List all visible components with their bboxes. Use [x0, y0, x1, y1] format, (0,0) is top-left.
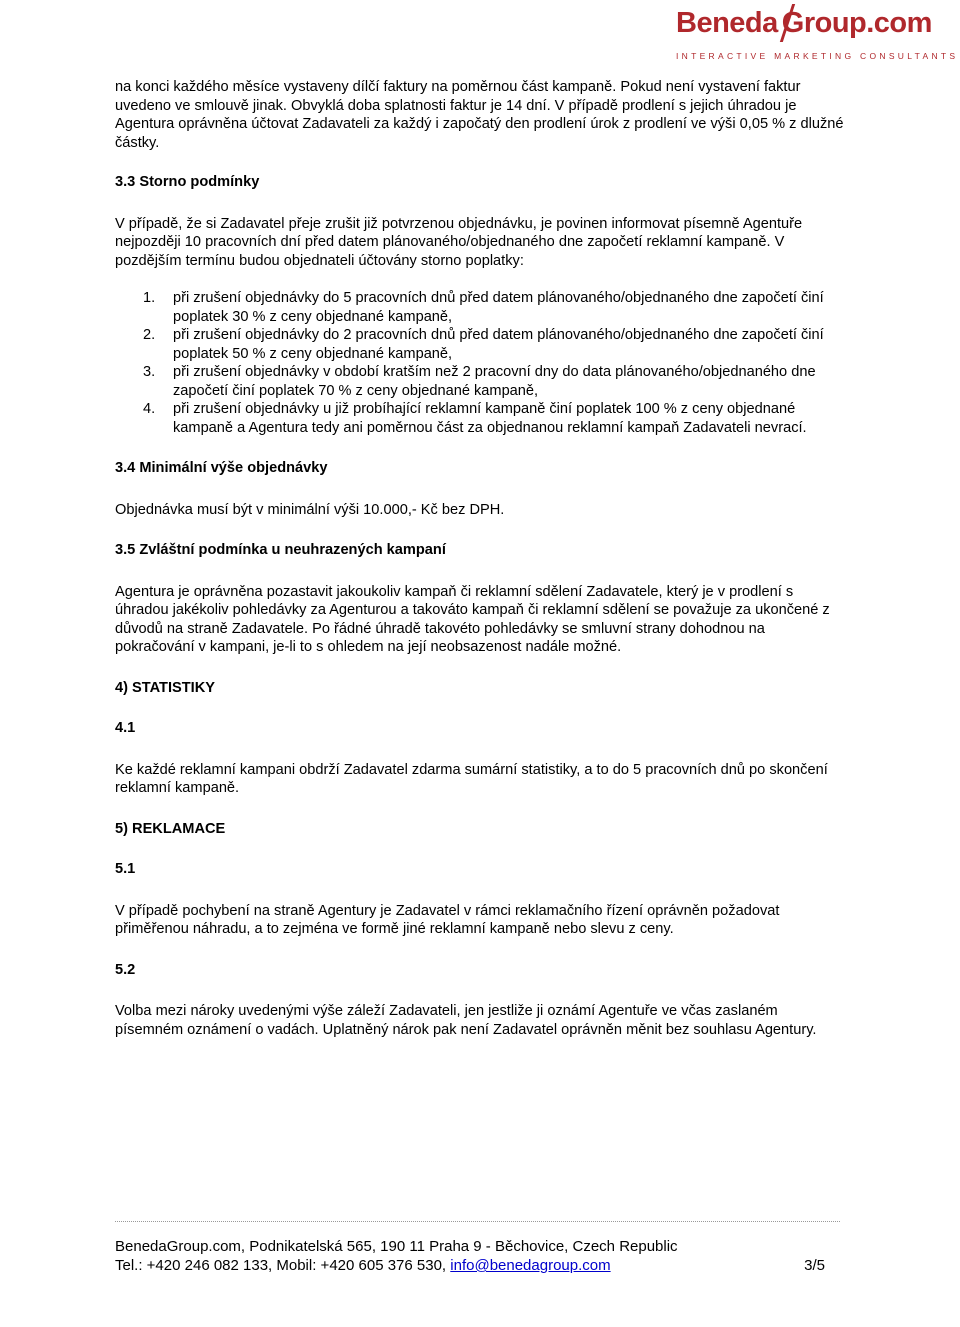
- min-order-paragraph: Objednávka musí být v minimální výši 10.000,- Kč bez DPH.: [115, 501, 505, 518]
- list-number: 1.: [143, 290, 156, 306]
- list-item: [115, 289, 845, 326]
- document-body: [115, 78, 845, 1039]
- footer-email-link[interactable]: info@benedagroup.com: [450, 1257, 611, 1274]
- company-logo: [676, 3, 959, 65]
- heading-reklamace: 5) REKLAMACE: [115, 820, 226, 837]
- footer-contact-row: [115, 1256, 825, 1275]
- complaint-paragraph-1: V případě pochybení na straně Agentury je Zadavatel v rámci reklamačního řízení oprávněn požadovat přiměřenou náhradu, a to zejména ve formě jiné reklamní kampaně nebo slevu z ceny.: [115, 902, 780, 937]
- heading-3-3: 3.3 Storno podmínky: [115, 174, 260, 190]
- statistics-paragraph: Ke každé reklamní kampani obdrží Zadavatel zdarma sumární statistiky, a to do 5 pracovních dnů po skončení reklamní kampaně.: [115, 761, 828, 796]
- heading-5-1: 5.1: [115, 861, 136, 877]
- unpaid-paragraph: Agentura je oprávněna pozastavit jakoukoliv kampaň či reklamní sdělení Zadavatele, který je v prodlení s úhradou jakékoliv pohledávky za Agenturou a takováto kampaň či reklamní sdělení se považuje za ukončené z důvodů na straně Zadavatele. Po řádné úhradě takovéto pohledávky se smluvní strany dohodnou na pokračování v kampani, je-li to s ohledem na její neobsazenost nadále možné.: [115, 583, 830, 655]
- page-number: 3/5: [804, 1257, 825, 1274]
- list-item: [115, 400, 845, 437]
- footer-address: BenedaGroup.com, Podnikatelská 565, 190 11 Praha 9 - Běchovice, Czech Republic: [115, 1238, 678, 1255]
- list-number: 2.: [143, 327, 156, 343]
- list-number: 3.: [143, 364, 156, 380]
- complaint-paragraph-2: Volba mezi nároky uvedenými výše záleží Zadavateli, jen jestliže ji oznámí Agentuře ve včas zaslaném písemném oznámení o vadách. Uplatněný nárok pak není Zadavatel oprávněn měnit bez souhlasu Agentury.: [115, 1003, 817, 1038]
- page-footer: [115, 1237, 825, 1275]
- logo-tagline: INTERACTIVE MARKETING CONSULTANTS: [676, 51, 959, 61]
- list-number: 4.: [143, 401, 156, 417]
- list-text: při zrušení objednávky do 2 pracovních dnů před datem plánovaného/objednaného dne započetí činí poplatek 50 % z ceny objednané kampaně,: [173, 327, 824, 362]
- heading-3-5: 3.5 Zvláštní podmínka u neuhrazených kampaní: [115, 542, 446, 558]
- logo-text-beneda: Beneda: [676, 7, 778, 39]
- list-item: [115, 363, 845, 400]
- logo-text-group: Group.com: [781, 7, 932, 39]
- heading-4-1: 4.1: [115, 720, 136, 736]
- list-text: při zrušení objednávky u již probíhající reklamní kampaně činí poplatek 100 % z ceny objednané kampaně a Agentura tedy ani poměrnou část za objednanou reklamní kampaň Zadavateli nevrací.: [173, 401, 807, 436]
- heading-statistiky: 4) STATISTIKY: [115, 679, 215, 696]
- storno-paragraph: V případě, že si Zadavatel přeje zrušit již potvrzenou objednávku, je povinen informovat písemně Agentuře nejpozději 10 pracovních dní před datem plánovaného/objednaného dne započetí reklamní kampaně. V pozdějším termínu budou objednateli účtovány storno poplatky:: [115, 215, 803, 269]
- intro-paragraph: na konci každého měsíce vystaveny dílčí faktury na poměrnou část kampaně. Pokud není vystavení faktur uvedeno ve smlouvě jinak. Obvyklá doba splatnosti faktur je 14 dní. V případě prodlení s jejich úhradou je Agentura oprávněna účtovat Zadavateli za každý i započatý den prodlení úrok z prodlení ve výši 0,05 % z dlužné částky.: [115, 79, 844, 151]
- storno-list: [115, 289, 845, 437]
- list-text: při zrušení objednávky do 5 pracovních dnů před datem plánovaného/objednaného dne započetí činí poplatek 30 % z ceny objednané kampaně,: [173, 290, 824, 325]
- heading-5-2: 5.2: [115, 961, 136, 978]
- list-text: při zrušení objednávky v období kratším než 2 pracovní dny do data plánovaného/objednaného dne započetí činí poplatek 70 % z ceny objednané kampaně,: [173, 364, 816, 399]
- footer-divider: [115, 1221, 840, 1222]
- footer-contact: [115, 1256, 611, 1275]
- list-item: [115, 326, 845, 363]
- heading-3-4: 3.4 Minimální výše objednávky: [115, 460, 328, 476]
- footer-phones: Tel.: +420 246 082 133, Mobil: +420 605 376 530,: [115, 1257, 447, 1274]
